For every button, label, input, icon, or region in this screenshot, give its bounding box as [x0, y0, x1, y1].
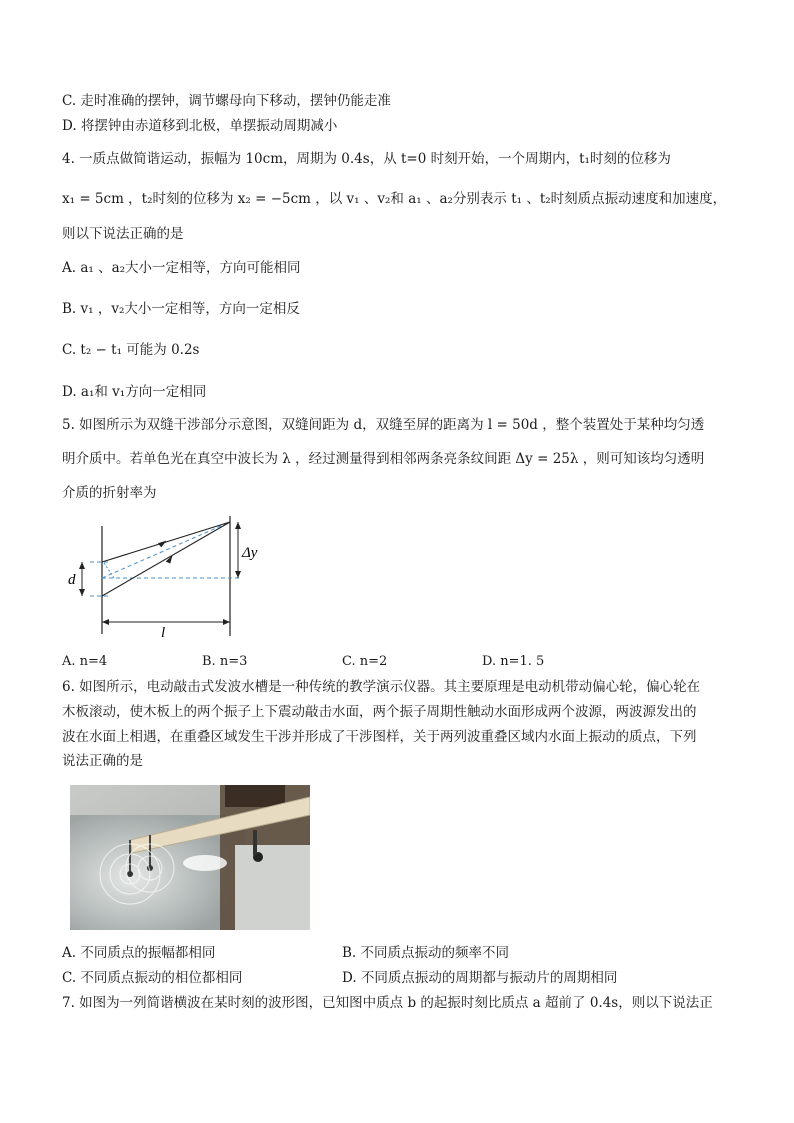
- q4-option-a: A. a₁ 、a₂大小一定相等，方向可能相同: [62, 260, 301, 276]
- q6-stem-line-3: 波在水面上相遇，在重叠区域发生干涉并形成了干涉图样，关于两列波重叠区域内水面上振动的质点，下列: [62, 729, 697, 745]
- q5-stem-line-3: 介质的折射率为: [62, 485, 157, 501]
- q5-options: [62, 653, 742, 671]
- q4-stem-line-1: 4. 一质点做简谐运动，振幅为 10cm，周期为 0.4s，从 t=0 时刻开始，一个周期内，t₁时刻的位移为: [62, 151, 671, 167]
- q4-option-c: C. t₂ − t₁ 可能为 0.2s: [62, 342, 200, 358]
- q5-option-a: A. n=4: [62, 654, 108, 669]
- l-arrow-right: [223, 619, 230, 625]
- label-d: d: [68, 572, 76, 588]
- q5-option-d: D. n=1. 5: [482, 654, 545, 669]
- q6-options-row-2: [62, 969, 742, 987]
- double-slit-diagram: [62, 512, 272, 642]
- d-arrow-bottom: [79, 589, 85, 596]
- q6-option-c: C. 不同质点振动的相位都相同: [62, 970, 243, 986]
- q5-stem-line-2: 明介质中。若单色光在真空中波长为 λ ，经过测量得到相邻两条亮条纹间距 Δy = 25λ ，则可知该均匀透明: [62, 451, 705, 467]
- q6-stem-line-1: 6. 如图所示，电动敲击式发波水槽是一种传统的教学演示仪器。其主要原理是电动机带动偏心轮，偏心轮在: [62, 679, 701, 695]
- q4-option-b: B. v₁ ，v₂大小一定相等，方向一定相反: [62, 301, 300, 317]
- q6-stem-line-4: 说法正确的是: [62, 753, 143, 769]
- q6-option-a: A. 不同质点的振幅都相同: [62, 945, 216, 961]
- mid-ray-dash: [102, 522, 230, 578]
- q4-stem-line-2: x₁ = 5cm ，t₂时刻的位移为 x₂ = −5cm ，以 v₁ 、v₂和 a₁ 、a₂分别表示 t₁ 、t₂时刻质点振动速度和加速度，: [62, 191, 727, 207]
- path-diff-dash: [104, 563, 114, 578]
- q3-option-d: D. 将摆钟由赤道移到北极，单摆振动周期减小: [62, 118, 338, 134]
- q5-option-c: C. n=2: [342, 654, 388, 669]
- ray-upper: [102, 522, 230, 562]
- ripple-tank-photo: [70, 785, 310, 930]
- q5-option-b: B. n=3: [202, 654, 248, 669]
- q3-option-c: C. 走时准确的摆钟，调节螺母向下移动，摆钟仍能走准: [62, 93, 391, 109]
- q4-option-d: D. a₁和 v₁方向一定相同: [62, 384, 207, 400]
- label-l: l: [161, 625, 166, 641]
- label-dy: Δy: [242, 545, 258, 561]
- q6-options-row-1: [62, 944, 742, 962]
- q4-stem-line-3: 则以下说法正确的是: [62, 226, 184, 242]
- l-arrow-left: [102, 619, 109, 625]
- ray-lower: [102, 522, 230, 596]
- q6-option-d: D. 不同质点振动的周期都与振动片的周期相同: [342, 970, 618, 986]
- q7-stem-line-1: 7. 如图为一列简谐横波在某时刻的波形图，已知图中质点 b 的起振时刻比质点 a 超前了 0.4s，则以下说法正: [62, 995, 713, 1011]
- dy-arrow-top: [235, 522, 241, 529]
- q6-option-b: B. 不同质点振动的频率不同: [342, 945, 510, 961]
- q6-stem-line-2: 木板滚动，使木板上的两个振子上下震动敲击水面，两个振子周期性触动水面形成两个波源，两波源发出的: [62, 704, 697, 720]
- q5-stem-line-1: 5. 如图所示为双缝干涉部分示意图，双缝间距为 d，双缝至屏的距离为 l = 50d ，整个装置处于某种均匀透: [62, 417, 705, 433]
- dy-arrow-bottom: [235, 571, 241, 578]
- d-arrow-top: [79, 562, 85, 569]
